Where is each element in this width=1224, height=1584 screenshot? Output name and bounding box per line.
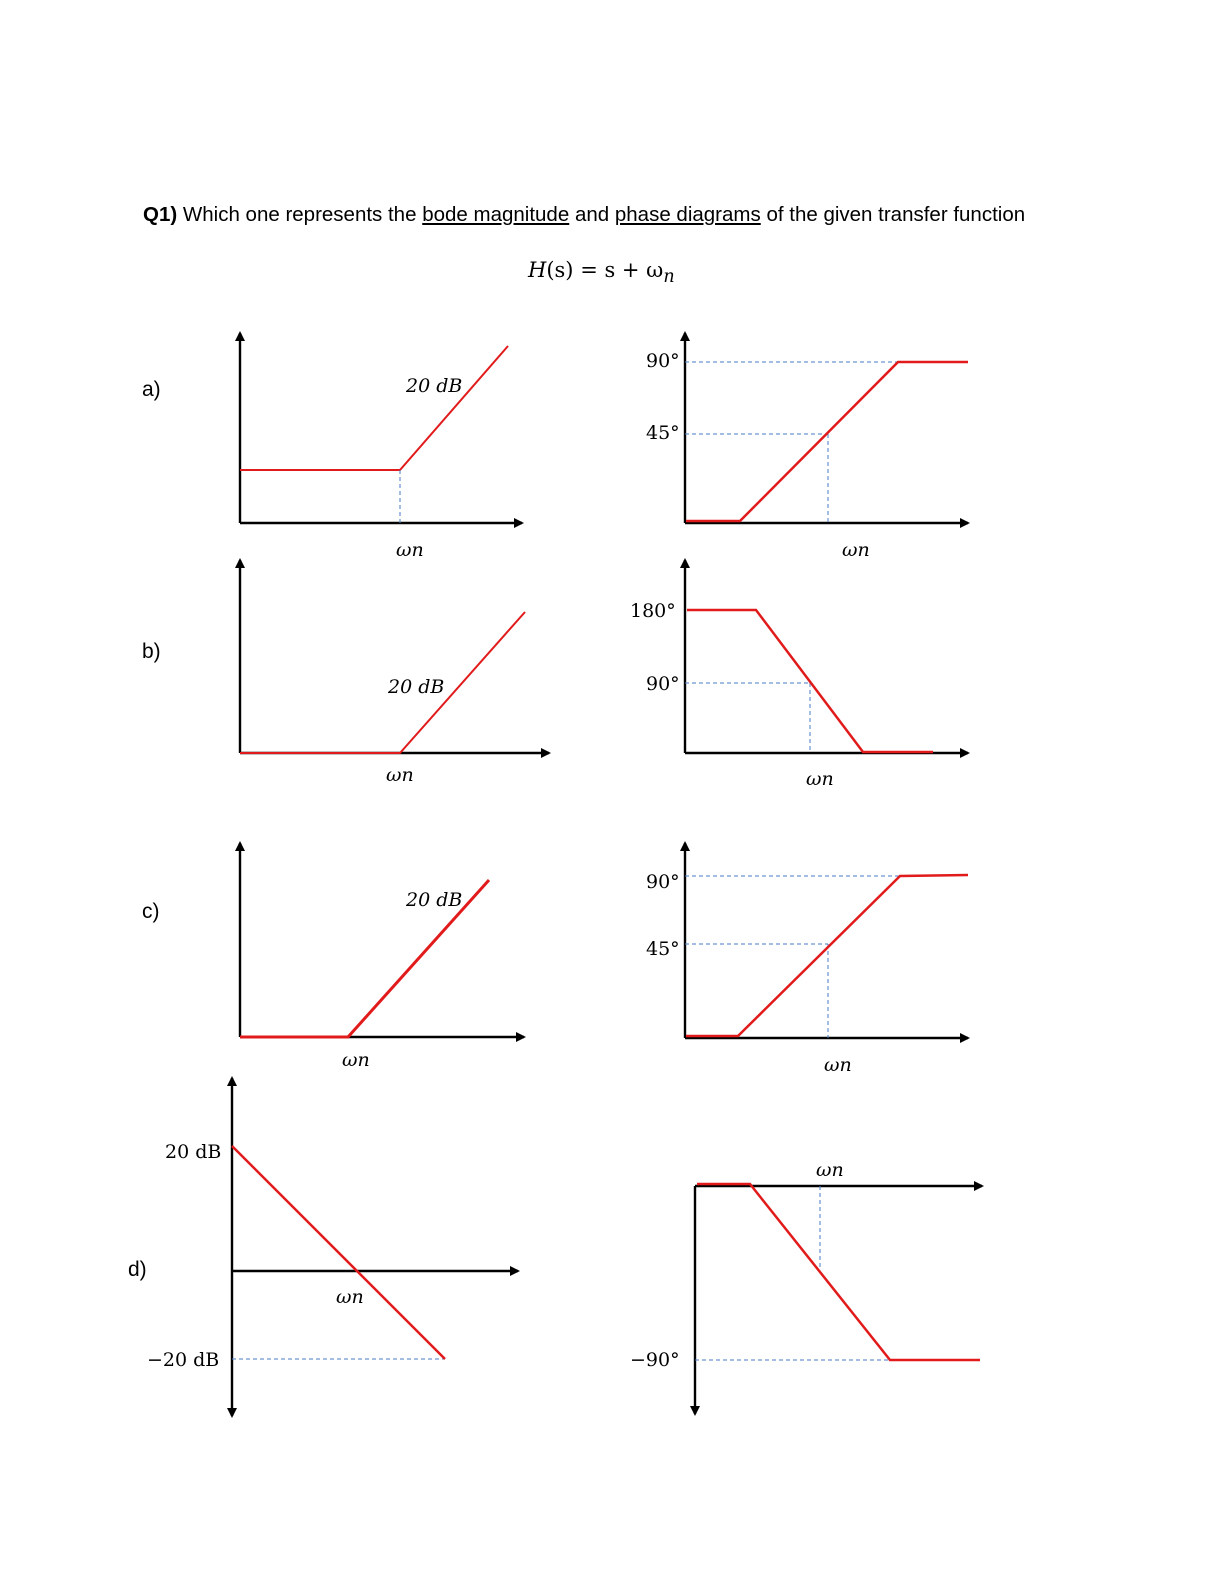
option-b-phase-plot [630,560,968,790]
d-mag-wn: ωn [336,1286,364,1308]
d-ph-bottom: −90° [630,1349,680,1371]
a-ph-curve [686,362,968,521]
d-ph-curve [697,1184,980,1360]
d-mag-curve [232,1146,445,1359]
c-mag-label: 20 dB [406,889,463,911]
a-mag-curve [240,346,508,470]
formula-lhs: H [528,258,547,282]
a-ph-mid: 45° [646,422,680,444]
option-c-phase-plot [646,843,968,1076]
phase-diagrams-term: phase diagrams [614,203,761,226]
b-ph-top: 180° [630,600,676,622]
option-c-label: c) [142,900,160,923]
d-ph-wn: ωn [816,1159,844,1181]
option-d-magnitude-plot [147,1078,518,1416]
c-ph-mid: 45° [646,938,680,960]
a-mag-label: 20 dB [406,375,463,397]
question-number: Q1) [143,203,178,226]
b-mag-label: 20 dB [388,676,445,698]
question-text-mid: and [574,203,610,226]
option-d-label: d) [128,1258,147,1281]
b-ph-curve [687,610,933,752]
option-a-magnitude-plot [240,333,522,561]
b-ph-wn: ωn [806,768,834,790]
a-ph-wn: ωn [842,539,870,561]
bode-magnitude-term: bode magnitude [422,203,570,226]
c-ph-curve [686,875,968,1036]
a-ph-top: 90° [646,350,680,372]
b-ph-mid: 90° [646,673,680,695]
option-a-phase-plot [646,333,968,561]
question-text-after: of the given transfer function [766,203,1026,226]
d-mag-bottom: −20 dB [147,1349,220,1371]
d-mag-top: 20 dB [165,1141,222,1163]
c-ph-top: 90° [646,871,680,893]
question-text-before: Which one represents the [182,203,417,226]
c-ph-wn: ωn [824,1054,852,1076]
b-mag-wn: ωn [386,764,414,786]
a-mag-wn: ωn [396,539,424,561]
option-b-magnitude-plot [240,560,549,786]
formula-sub: n [663,267,675,288]
option-a-label: a) [142,378,161,401]
formula-rhs: = s + ω [580,258,664,282]
option-b-label: b) [142,640,161,663]
option-c-magnitude-plot [240,843,524,1071]
option-d-phase-plot [630,1159,982,1414]
b-mag-curve [240,612,525,753]
formula-arg: (s) [546,258,574,282]
c-mag-wn: ωn [342,1049,370,1071]
